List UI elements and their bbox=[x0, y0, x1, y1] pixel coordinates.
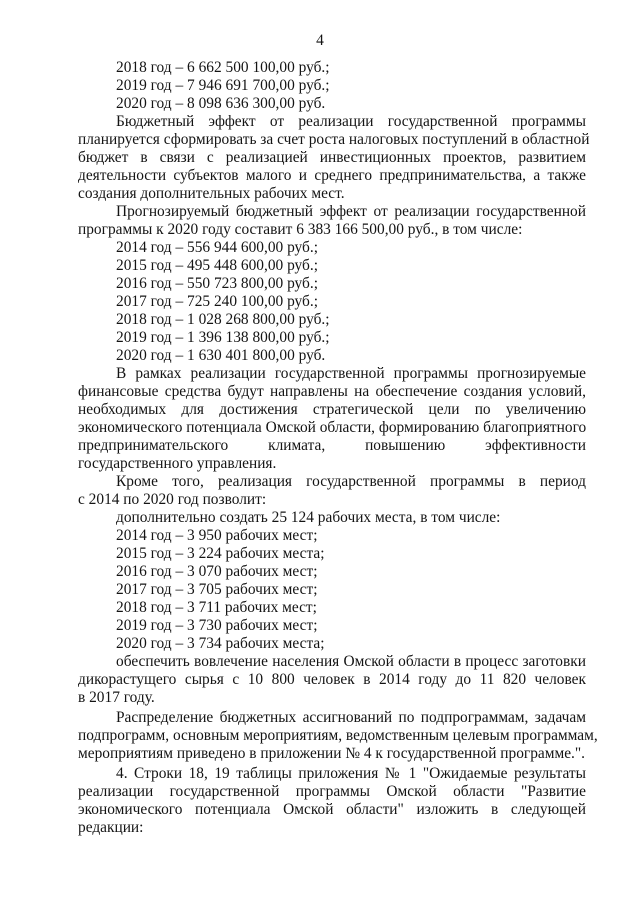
text-line: Распределение бюджетных ассигнований по подпрограммам, задачам bbox=[116, 709, 586, 726]
text-line: мероприятиям приведено в приложении № 4 к государственной программе.". bbox=[78, 745, 586, 762]
list-item: 2014 год – 3 950 рабочих мест; bbox=[116, 527, 318, 544]
paragraph-jobs-intro bbox=[78, 509, 586, 527]
text-line: Бюджетный эффект от реализации государственной программы bbox=[116, 113, 586, 130]
text-line: создания дополнительных рабочих мест. bbox=[78, 185, 345, 202]
list-item: 2018 год – 1 028 268 800,00 руб.; bbox=[116, 311, 330, 328]
text-line: необходимых для достижения стратегической цели по увеличению bbox=[78, 401, 586, 418]
paragraph-additionally bbox=[78, 473, 586, 509]
paragraph-revenue-years bbox=[78, 59, 586, 113]
text-line: редакции: bbox=[78, 819, 144, 836]
paragraph-forecast-effect bbox=[78, 203, 586, 239]
list-item: 2017 год – 3 705 рабочих мест; bbox=[116, 581, 318, 598]
text-line: в 2017 году. bbox=[78, 689, 155, 706]
text-line: Кроме того, реализация государственной программы в период bbox=[116, 473, 586, 490]
list-item: 2019 год – 7 946 691 700,00 руб.; bbox=[116, 77, 330, 94]
list-item: 2014 год – 556 944 600,00 руб.; bbox=[116, 239, 319, 256]
page-number: 4 bbox=[316, 32, 324, 49]
document-body bbox=[78, 59, 598, 837]
paragraph-budget-allocation bbox=[78, 709, 598, 763]
paragraph-forecast-years bbox=[78, 239, 586, 365]
text-line: обеспечить вовлечение населения Омской области в процесс заготовки bbox=[116, 653, 586, 670]
text-line: с 2014 по 2020 год позволит: bbox=[78, 491, 267, 508]
text-line: предпринимательского климата, повышению эффективности bbox=[78, 437, 586, 454]
text-line: 4. Строки 18, 19 таблицы приложения № 1 "Ожидаемые результаты bbox=[116, 765, 586, 782]
paragraph-financial-means bbox=[78, 365, 586, 473]
list-item: 2016 год – 550 723 800,00 руб.; bbox=[116, 275, 319, 292]
text-line: деятельности субъектов малого и среднего предпринимательства, а также bbox=[78, 167, 586, 184]
text-line: Прогнозируемый бюджетный эффект от реализации государственной bbox=[116, 203, 586, 220]
paragraph-item-4 bbox=[78, 765, 586, 837]
text-line: дополнительно создать 25 124 рабочих места, в том числе: bbox=[116, 509, 501, 526]
list-item: 2015 год – 3 224 рабочих места; bbox=[116, 545, 325, 562]
text-line: финансовые средства будут направлены на обеспечение создания условий, bbox=[78, 383, 586, 400]
text-line: бюджет в связи с реализацией инвестиционных проектов, развитием bbox=[78, 149, 586, 166]
text-line: планируется сформировать за счет роста налоговых поступлений в областной bbox=[78, 131, 590, 148]
paragraph-population-involvement bbox=[78, 653, 586, 707]
text-line: экономического потенциала Омской области" изложить в следующей bbox=[78, 801, 586, 818]
list-item: 2020 год – 3 734 рабочих места; bbox=[116, 635, 325, 652]
list-item: 2018 год – 6 662 500 100,00 руб.; bbox=[116, 59, 330, 76]
paragraph-jobs-years bbox=[78, 527, 586, 653]
text-line: экономического потенциала Омской области, формированию благоприятного bbox=[78, 419, 587, 436]
list-item: 2020 год – 8 098 636 300,00 руб. bbox=[116, 95, 326, 112]
text-line: подпрограмм, основным мероприятиям, ведомственным целевым программам, bbox=[78, 727, 598, 744]
text-line: государственного управления. bbox=[78, 455, 277, 472]
text-line: программы к 2020 году составит 6 383 166 500,00 руб., в том числе: bbox=[78, 221, 523, 238]
text-line: реализации государственной программы Омской области "Развитие bbox=[78, 783, 586, 800]
list-item: 2019 год – 1 396 138 800,00 руб.; bbox=[116, 329, 330, 346]
list-item: 2018 год – 3 711 рабочих мест; bbox=[116, 599, 317, 616]
paragraph-budget-effect bbox=[78, 113, 590, 203]
text-line: В рамках реализации государственной программы прогнозируемые bbox=[116, 365, 586, 382]
text-line: дикорастущего сырья с 10 800 человек в 2014 году до 11 820 человек bbox=[78, 671, 586, 688]
list-item: 2020 год – 1 630 401 800,00 руб. bbox=[116, 347, 326, 364]
list-item: 2016 год – 3 070 рабочих мест; bbox=[116, 563, 318, 580]
list-item: 2015 год – 495 448 600,00 руб.; bbox=[116, 257, 319, 274]
list-item: 2017 год – 725 240 100,00 руб.; bbox=[116, 293, 319, 310]
list-item: 2019 год – 3 730 рабочих мест; bbox=[116, 617, 318, 634]
